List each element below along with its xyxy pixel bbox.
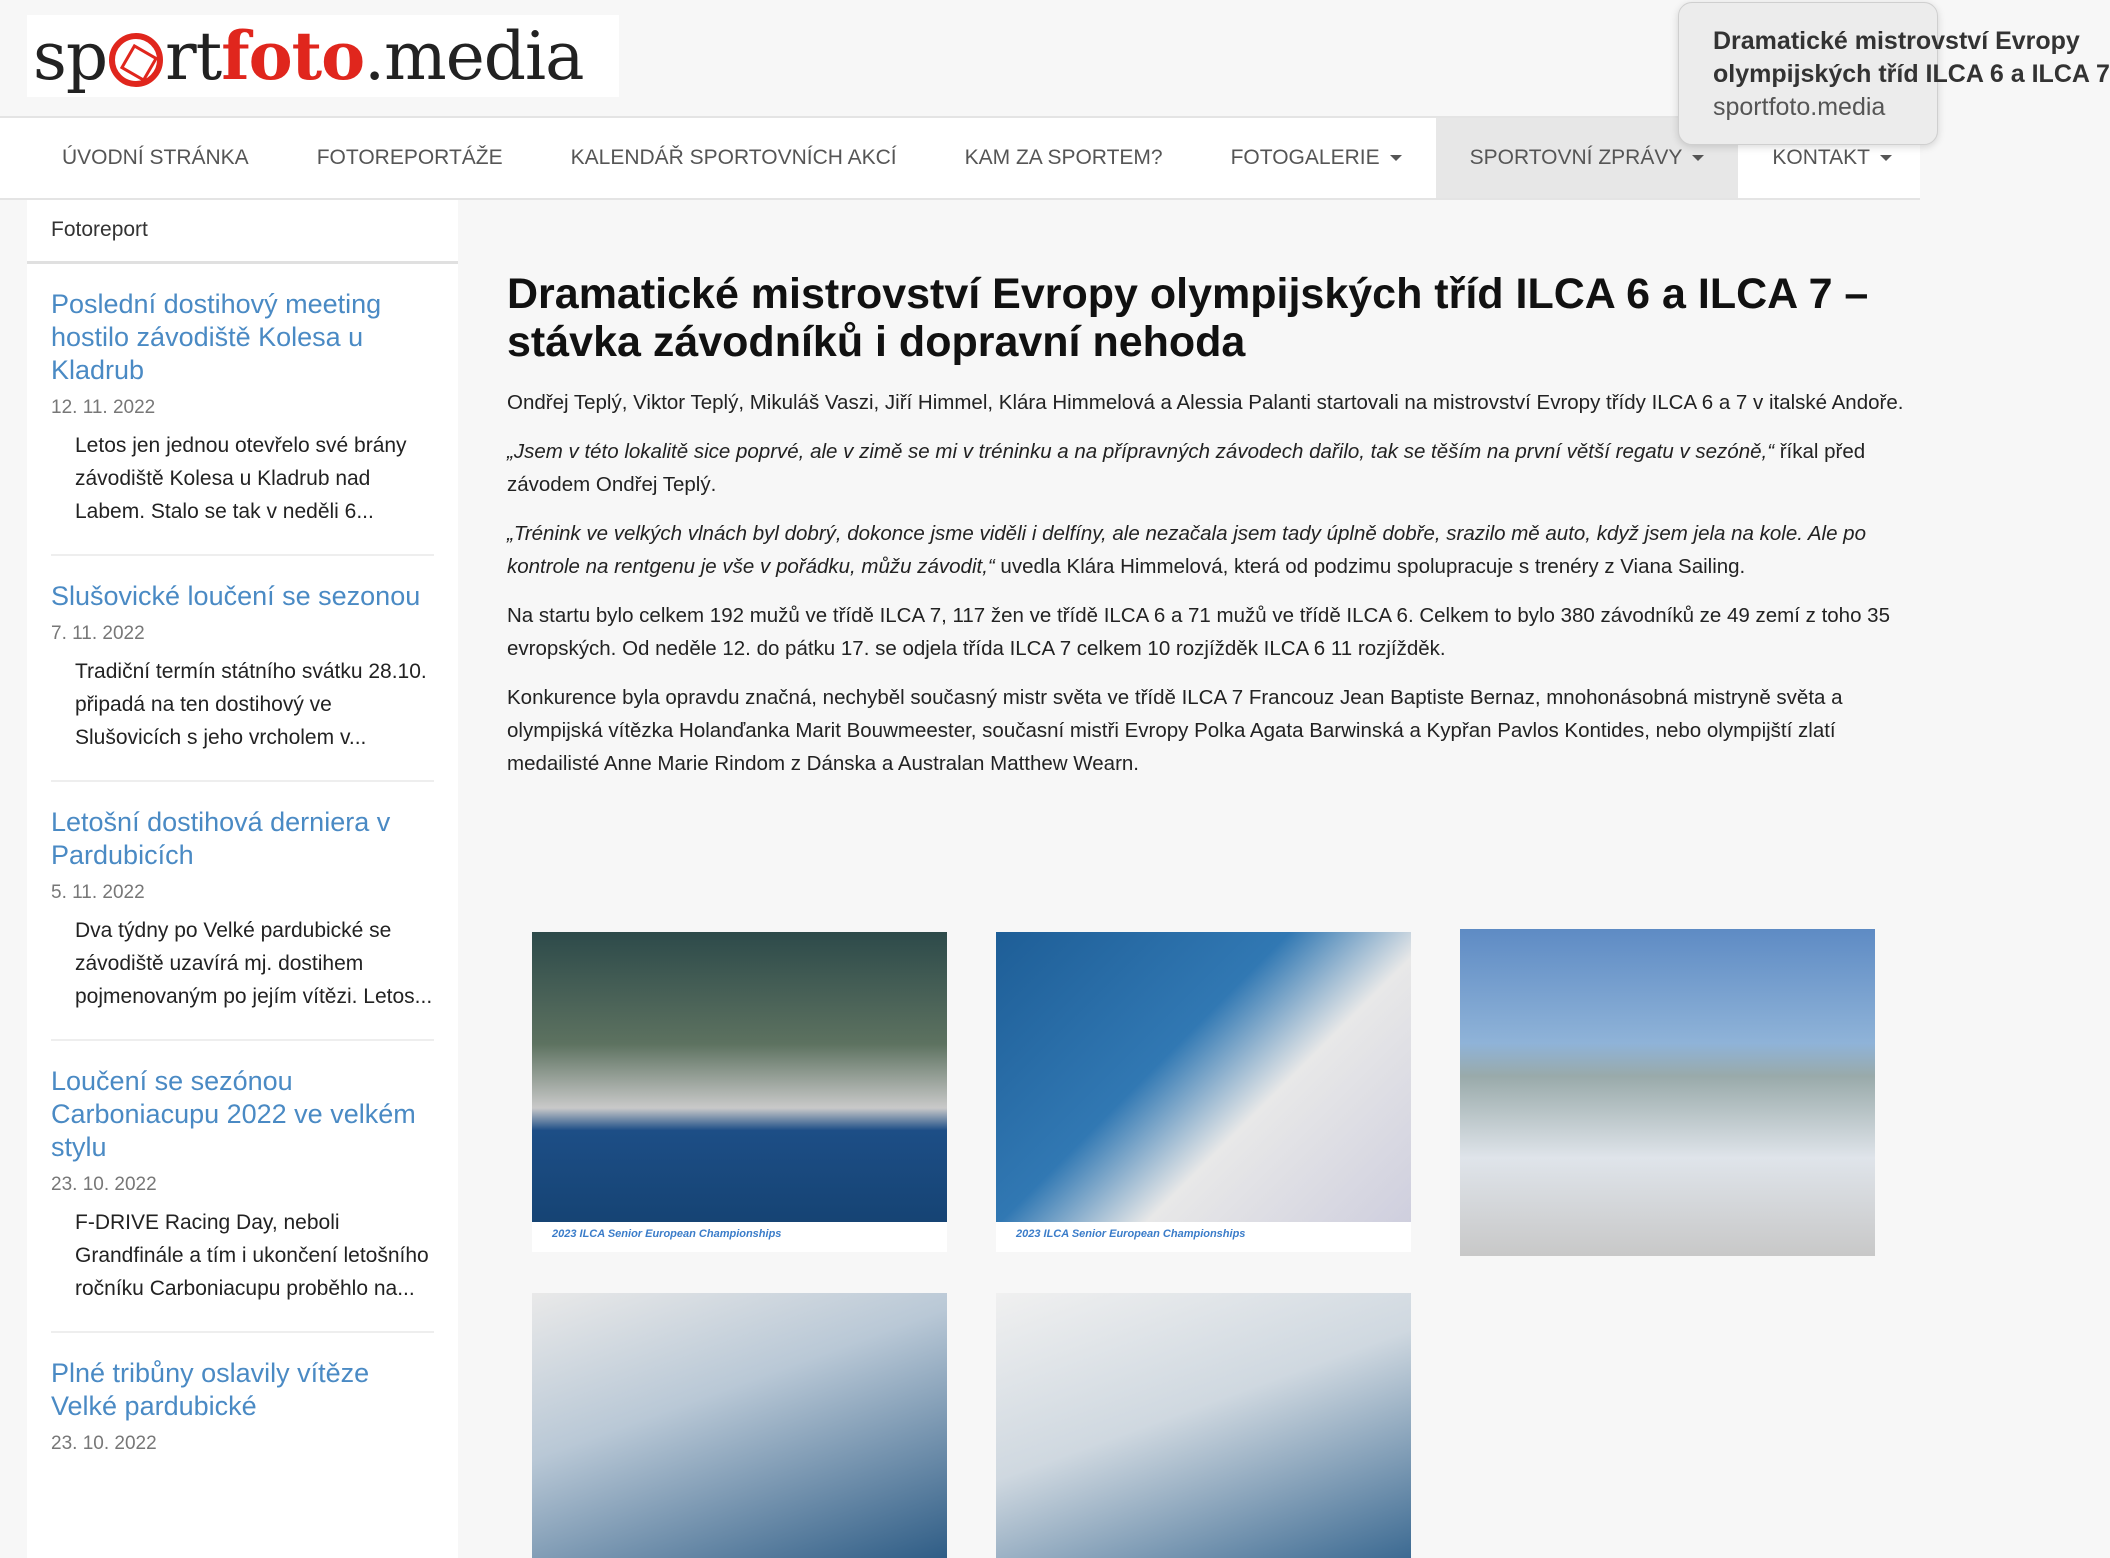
- championship-banner: 2023 ILCA Senior European Championships: [532, 1222, 947, 1252]
- gallery-photo-sailor-2[interactable]: [532, 1293, 947, 1558]
- post-link[interactable]: Letošní dostihová derniera v Pardubicích: [51, 807, 391, 870]
- quote-attribution: říkal před závodem Ondřej Teplý.: [507, 440, 1866, 496]
- notification-popup[interactable]: [1678, 2, 2110, 145]
- post-link[interactable]: Slušovické loučení se sezonou: [51, 581, 421, 611]
- nav-label: FOTOREPORTÁŽE: [316, 146, 503, 169]
- gallery-photo-fleet[interactable]: [532, 932, 947, 1252]
- post-excerpt: Tradiční termín státního svátku 28.10. připadá na ten dostihový ve Slušovicích s jeho vrcholem v...: [75, 660, 427, 749]
- championship-banner: 2023 ILCA Senior European Championships: [996, 1222, 1411, 1252]
- article-quote: [507, 435, 1907, 501]
- sidebar: [27, 200, 458, 1558]
- article-paragraph: Na startu bylo celkem 192 mužů ve třídě ILCA 7, 117 žen ve třídě ILCA 6 a 71 mužů ve třídě ILCA 6. Celkem to bylo 380 závodníků ze 49 zemí z toho 35 evropských. Od neděle 12. do pátku 17. se odjela třída ILCA 7 celkem 10 rozjížděk ILCA 6 11 rozjížděk.: [507, 604, 1890, 660]
- notification-title-2: olympijských tříd ILCA 6 a ILCA 7: [1713, 60, 2110, 88]
- nav-calendar[interactable]: [537, 118, 931, 198]
- quote-text: „Jsem v této lokalitě sice poprvé, ale v zimě se mi v tréninku a na přípravných závodech dařilo, tak se těším na první větší regatu v sezóně,“: [507, 440, 1775, 463]
- sidebar-post: [51, 264, 434, 556]
- post-excerpt: Dva týdny po Velké pardubické se závodiště uzavírá mj. dostihem pojmenovaným po jejím vítězi. Letos...: [75, 919, 433, 1008]
- sidebar-post: [51, 1041, 434, 1333]
- nav-home[interactable]: [0, 118, 283, 198]
- post-link[interactable]: Loučení se sezónou Carboniacupu 2022 ve velkém stylu: [51, 1066, 416, 1162]
- quote-attribution: uvedla Klára Himmelová, která od podzimu spolupracuje s trenéry z Viana Sailing.: [994, 555, 1746, 578]
- nav-label: KAM ZA SPORTEM?: [964, 146, 1163, 169]
- nav-label: SPORTOVNÍ ZPRÁVY: [1469, 146, 1683, 169]
- gallery-photo-athletes[interactable]: [1460, 929, 1875, 1256]
- nav-label: KALENDÁŘ SPORTOVNÍCH AKCÍ: [570, 146, 897, 169]
- caret-down-icon: [1390, 155, 1402, 161]
- sidebar-post: [51, 1333, 434, 1491]
- article-paragraph: Konkurence byla opravdu značná, nechyběl současný mistr světa ve třídě ILCA 7 Francouz Jean Baptiste Bernaz, mnohonásobná mistryně světa a olympijská vítězka Holanďanka Marit Bouwmeester, současní mistři Evropy Polka Agata Barwinská a Kypřan Pavlos Kontides, nebo olympijští zlatí medailisté Anne Marie Rindom z Dánska a Australan Matthew Wearn.: [507, 686, 1843, 775]
- sidebar-post: [51, 556, 434, 782]
- gallery-photo-sailor[interactable]: [996, 932, 1411, 1252]
- aperture-icon: [109, 33, 163, 87]
- nav-photoreports[interactable]: [283, 118, 537, 198]
- gallery-photo-sailor-3[interactable]: [996, 1293, 1411, 1558]
- post-date: 23. 10. 2022: [51, 1174, 157, 1195]
- nav-gallery[interactable]: [1197, 118, 1436, 198]
- nav-where-sport[interactable]: [931, 118, 1197, 198]
- notification-source: sportfoto.media: [1713, 93, 1886, 121]
- article-title: Dramatické mistrovství Evropy olympijských tříd ILCA 6 a ILCA 7 – stávka závodníků i dopravní nehoda: [507, 270, 1869, 366]
- post-link[interactable]: Poslední dostihový meeting hostilo závodiště Kolesa u Kladrub: [51, 289, 382, 385]
- post-date: 23. 10. 2022: [51, 1433, 157, 1454]
- post-date: 7. 11. 2022: [51, 623, 145, 644]
- caret-down-icon: [1880, 155, 1892, 161]
- notification-title: Dramatické mistrovství Evropy: [1713, 27, 2080, 55]
- caret-down-icon: [1692, 155, 1704, 161]
- site-logo[interactable]: sp rtfoto.media: [27, 15, 619, 97]
- post-date: 5. 11. 2022: [51, 882, 145, 903]
- sidebar-post: [51, 782, 434, 1041]
- article-paragraph: Ondřej Teplý, Viktor Teplý, Mikuláš Vaszi, Jiří Himmel, Klára Himmelová a Alessia Palanti startovali na mistrovství Evropy třídy ILCA 6 a 7 v italské Andoře.: [507, 391, 1904, 414]
- main-nav: [0, 116, 1920, 200]
- sidebar-heading: Fotoreport: [27, 200, 458, 264]
- post-excerpt: F-DRIVE Racing Day, neboli Grandfinále a tím i ukončení letošního ročníku Carboniacupu proběhlo na...: [75, 1211, 429, 1300]
- nav-label: KONTAKT: [1772, 146, 1870, 169]
- post-link[interactable]: Plné tribůny oslavily vítěze Velké pardubické: [51, 1358, 370, 1421]
- post-date: 12. 11. 2022: [51, 397, 156, 418]
- article-quote: [507, 517, 1907, 583]
- post-excerpt: Letos jen jednou otevřelo své brány závodiště Kolesa u Kladrub nad Labem. Stalo se tak v neděli 6...: [75, 434, 407, 523]
- nav-label: FOTOGALERIE: [1230, 146, 1380, 169]
- article: [507, 270, 1907, 796]
- nav-label: ÚVODNÍ STRÁNKA: [62, 146, 249, 169]
- quote-text: „Trénink ve velkých vlnách byl dobrý, dokonce jsme viděli i delfíny, ale nezačala jsem tady úplně dobře, srazilo mě auto, když jsem jela na kole. Ale po kontrole na rentgenu je vše v pořádku, můžu závodit,“: [507, 522, 1866, 578]
